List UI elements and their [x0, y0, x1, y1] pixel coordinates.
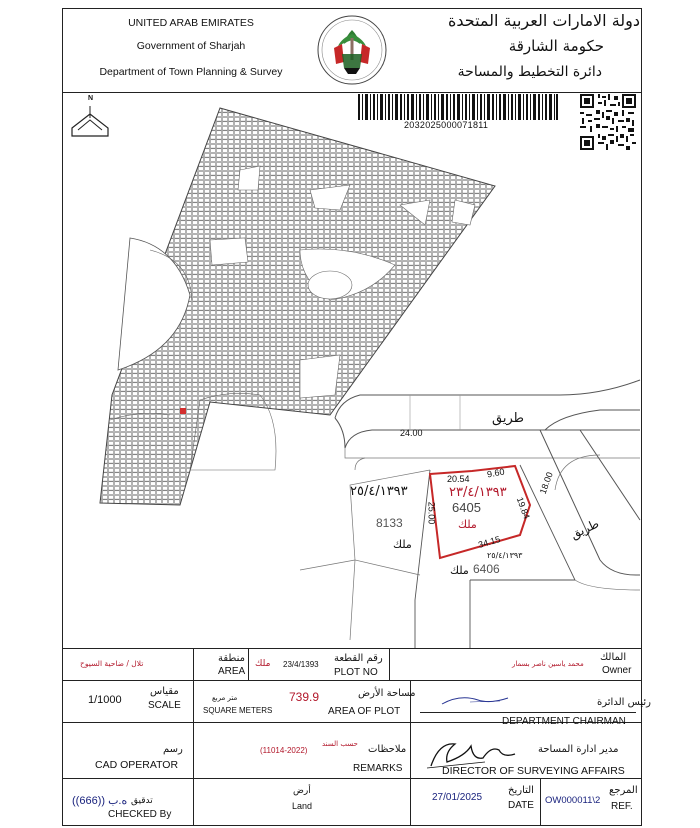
table-divider [193, 680, 194, 722]
dim-top-left: 20.54 [447, 474, 470, 484]
plot-owner-tag: ملك [458, 518, 477, 531]
remarks-note: حسب السند [322, 740, 358, 748]
plot-owner-tag-row: ملك [255, 659, 271, 669]
dim-right: 19.84 [514, 495, 532, 521]
table-divider [248, 648, 249, 680]
header-department-ar: دائرة التخطيط والمساحة [457, 64, 602, 80]
plot-date: ٢٣/٤/١٣٩٣ [449, 485, 507, 500]
table-divider [410, 680, 411, 826]
areaplot-label-ar: مساحة الأرض [358, 688, 416, 699]
plot-value: 23/4/1393 [283, 660, 319, 669]
header-department-en: Department of Town Planning & Survey [99, 66, 283, 78]
remarks-label-en: REMARKS [353, 763, 403, 774]
ref-value: OW000011\2 [545, 795, 601, 806]
sqm-label-en: SQUARE METERS [203, 706, 273, 715]
date-label-en: DATE [508, 800, 534, 811]
dim-top-right: 9.60 [486, 466, 506, 480]
chairman-sign-line [420, 712, 636, 713]
table-divider [540, 778, 541, 826]
areaplot-label-en: AREA OF PLOT [328, 706, 401, 717]
plot-label-ar: رقم القطعة [334, 653, 383, 664]
cad-label-ar: رسم [163, 744, 183, 755]
header-government-en: Government of Sharjah [136, 40, 246, 52]
neighbor-bottom-number: 6406 [473, 562, 500, 576]
remarks-label-ar: ملاحظات [368, 744, 407, 755]
barcode-number: 2032025000071811 [404, 120, 489, 130]
table-top-line [62, 648, 642, 649]
dim-bottom: 34.15 [477, 534, 502, 550]
chairman-label-en: DEPARTMENT CHAIRMAN [502, 716, 626, 727]
owner-label-ar: المالك [600, 652, 627, 663]
plot-label-en: PLOT NO [334, 667, 378, 678]
checked-label-en: CHECKED By [108, 809, 172, 820]
left-date: ٢٥/٤/١٣٩٣ [350, 484, 408, 499]
cad-label-en: CAD OPERATOR [95, 759, 179, 771]
ref-label-en: REF. [611, 801, 633, 812]
header-government-ar: حكومة الشارقة [508, 37, 604, 55]
scale-label-ar: مقياس [150, 686, 179, 697]
header-country-ar: دولة الامارات العربية المتحدة [447, 11, 640, 30]
road-right-label: طريق [568, 516, 602, 542]
table-line-4 [62, 778, 642, 779]
scale-label-en: SCALE [148, 700, 181, 711]
road-right-width: 18.00 [537, 470, 555, 496]
table-divider [193, 648, 194, 680]
area-label-en: AREA [218, 666, 246, 677]
header-country-en: UNITED ARAB EMIRATES [128, 17, 254, 29]
sqm-label-ar: متر مربع [212, 694, 238, 702]
bottom-small-date: ٢٥/٤/١٣٩٣ [487, 551, 523, 560]
director-label-en: DIRECTOR OF SURVEYING AFFAIRS [442, 765, 625, 777]
areaplot-value: 739.9 [289, 690, 320, 704]
chairman-label-ar: رئيس الدائرة [597, 697, 651, 708]
table-divider [389, 648, 390, 680]
date-value: 27/01/2025 [432, 792, 483, 803]
neighbor-left-owner: ملك [393, 538, 412, 551]
neighbor-left-number: 8133 [376, 516, 403, 530]
road-top-label: طريق [492, 411, 524, 426]
ref-label-ar: المرجع [609, 785, 638, 796]
checked-value: ه.ب ((666)) [72, 795, 128, 807]
area-value: تلال / ضاحية السيوح [80, 659, 144, 668]
chairman-signature-icon [440, 690, 510, 708]
land-label-ar: أرض [293, 786, 311, 796]
director-label-ar: مدير ادارة المساحة [538, 744, 619, 755]
plot-number: 6405 [452, 500, 481, 515]
dim-left: 25.00 [426, 501, 437, 525]
owner-label-en: Owner [602, 665, 632, 676]
north-label: N [88, 95, 94, 102]
table-line-2 [62, 680, 642, 681]
date-label-ar: التاريخ [508, 785, 534, 796]
remarks-value: (11014-2022) [260, 746, 308, 755]
area-label-ar: منطقة [218, 653, 245, 664]
site-map [63, 93, 641, 648]
land-label-en: Land [292, 801, 313, 811]
checked-label-ar: تدقيق [131, 796, 153, 806]
owner-value: محمد ياسين ناصر بسمار [512, 660, 584, 668]
scale-value: 1/1000 [88, 694, 122, 706]
table-divider [193, 722, 194, 826]
emblem-icon [316, 14, 388, 86]
neighbor-bottom-owner: ملك [450, 564, 469, 577]
road-top-width: 24.00 [400, 428, 423, 438]
